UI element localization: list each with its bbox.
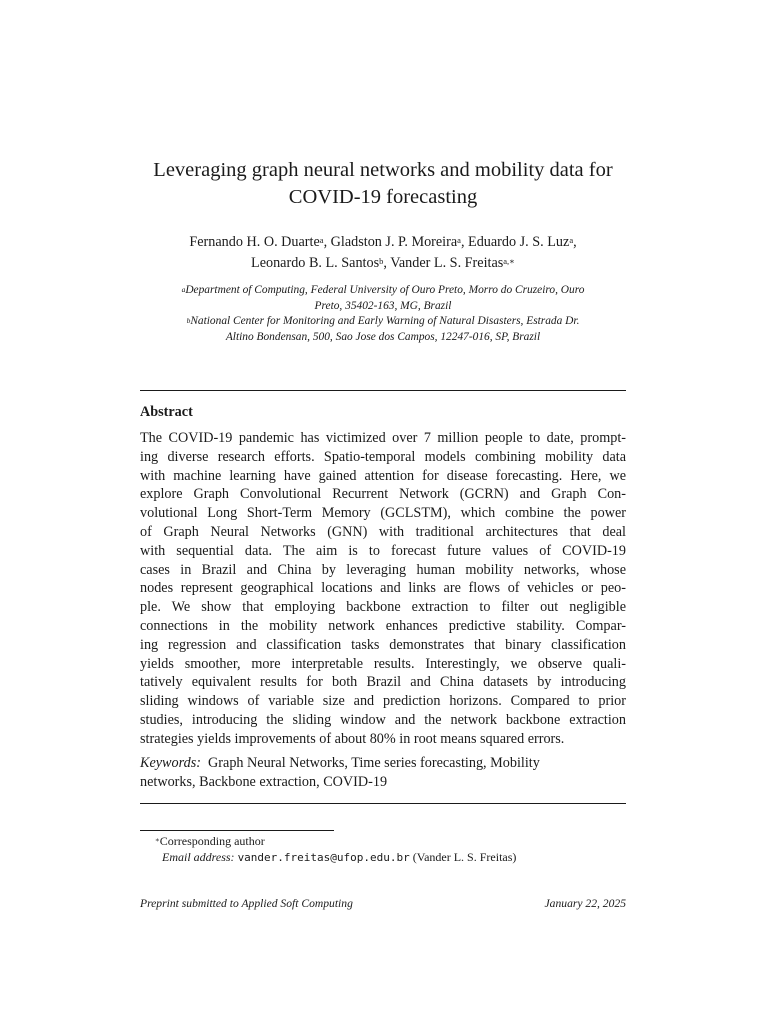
author-affiliation-marker: a <box>569 235 574 245</box>
affiliation-a-line-1 <box>140 283 626 299</box>
affiliations <box>140 283 626 345</box>
affiliation-b-line-1 <box>140 314 626 330</box>
abstract-line: cases in Brazil and China by leveraging human mobility networks, whose <box>140 561 626 578</box>
paper-title-line-1: Leveraging graph neural networks and mobility data for <box>153 159 613 181</box>
affiliation-b-line-2: Altino Bondensan, 500, Sao Jose dos Campos, 12247-016, SP, Brazil <box>225 330 541 343</box>
abstract-line: nodes represent geographical locations and links are flows of vehicles or peo- <box>140 580 626 597</box>
author-separator: , <box>573 234 577 250</box>
footer-date: January 22, 2025 <box>544 897 626 910</box>
abstract-line: ing diverse research efforts. Spatio-temporal models combining mobility data <box>140 448 626 465</box>
abstract-line: studies, introducing the sliding window and the network backbone extraction <box>140 711 626 728</box>
affiliation-b-text-1: National Center for Monitoring and Early Warning of Natural Disasters, Estrada Dr. <box>190 315 580 328</box>
author-affiliation-marker: a <box>457 235 461 245</box>
abstract-line: ple. We show that employing backbone extraction to filter out negligible <box>140 599 626 616</box>
abstract-line: strategies yields improvements of about 80% in root means squared errors. <box>140 730 565 747</box>
abstract-line: volutional Long Short-Term Memory (GCLSTM), which combine the power <box>140 505 626 522</box>
abstract-line: connections in the mobility network enhances predictive stability. Compar- <box>140 617 626 634</box>
author-affiliation-marker: a <box>319 235 324 245</box>
author-affiliation-marker: a,∗ <box>503 256 515 266</box>
abstract-line: tatively equivalent results for both Brazil and China datasets by introducing <box>140 674 626 691</box>
author-separator: , <box>383 255 391 271</box>
author-name: Eduardo J. S. Luz <box>468 234 570 250</box>
affiliation-b-marker: b <box>186 316 191 326</box>
abstract-line: sliding windows of variable size and prediction horizons. Compared to prior <box>140 693 626 710</box>
footer-journal: Preprint submitted to Applied Soft Computing <box>140 897 353 910</box>
abstract-bottom-rule <box>140 803 626 804</box>
keywords-text-1: Graph Neural Networks, Time series forecasting, Mobility <box>208 755 540 771</box>
footnote-corresponding-text: Corresponding author <box>159 834 265 848</box>
author-separator: , <box>323 234 331 250</box>
author-name: Fernando H. O. Duarte <box>189 234 320 250</box>
email-label: Email address: <box>162 850 235 864</box>
author-list <box>140 232 626 274</box>
footnote-email <box>162 849 516 866</box>
abstract-line: with machine learning have gained attention for disease forecasting. Here, we <box>140 467 626 484</box>
abstract-line: with sequential data. The aim is to forecast future values of COVID-19 <box>140 542 626 559</box>
abstract-top-rule <box>140 390 626 391</box>
affiliation-a-line-2: Preto, 35402-163, MG, Brazil <box>314 299 452 312</box>
abstract-heading: Abstract <box>140 404 193 420</box>
affiliation-a-text-1: Department of Computing, Federal University of Ouro Preto, Morro do Cruzeiro, Ouro <box>185 284 585 296</box>
author-name: Gladston J. P. Moreira <box>330 234 458 250</box>
abstract-line: yields smoother, more interpretable results. Interestingly, we observe quali- <box>140 655 626 672</box>
paper-title-line-2: COVID-19 forecasting <box>288 186 478 208</box>
abstract-text <box>140 429 626 749</box>
author-affiliation-marker: b <box>379 256 384 266</box>
paper-title <box>140 157 626 211</box>
author-name: Vander L. S. Freitas <box>390 255 504 271</box>
email-address-link[interactable]: vander.freitas@ufop.edu.br <box>237 851 410 864</box>
abstract-line: ing regression and classification tasks demonstrates that binary classification <box>140 636 626 653</box>
email-owner: (Vander L. S. Freitas) <box>412 850 517 864</box>
affiliation-a-marker: a <box>181 285 186 294</box>
footnote-rule <box>140 830 334 831</box>
abstract-line: explore Graph Convolutional Recurrent Network (GCRN) and Graph Con- <box>140 486 626 503</box>
footnote-marker: ∗ <box>155 836 160 844</box>
footnote-corresponding <box>155 833 265 849</box>
author-line-2 <box>140 253 626 274</box>
abstract-line: of Graph Neural Networks (GNN) with traditional architectures that deal <box>140 523 626 540</box>
author-line-1 <box>140 232 626 253</box>
keywords <box>140 754 626 792</box>
keywords-label: Keywords: <box>140 755 201 771</box>
keywords-line-1 <box>140 754 626 773</box>
abstract-line: The COVID-19 pandemic has victimized over 7 million people to date, prompt- <box>140 430 626 446</box>
author-name: Leonardo B. L. Santos <box>251 255 380 271</box>
keywords-line-2: networks, Backbone extraction, COVID-19 <box>140 774 388 790</box>
author-separator: , <box>460 234 469 250</box>
